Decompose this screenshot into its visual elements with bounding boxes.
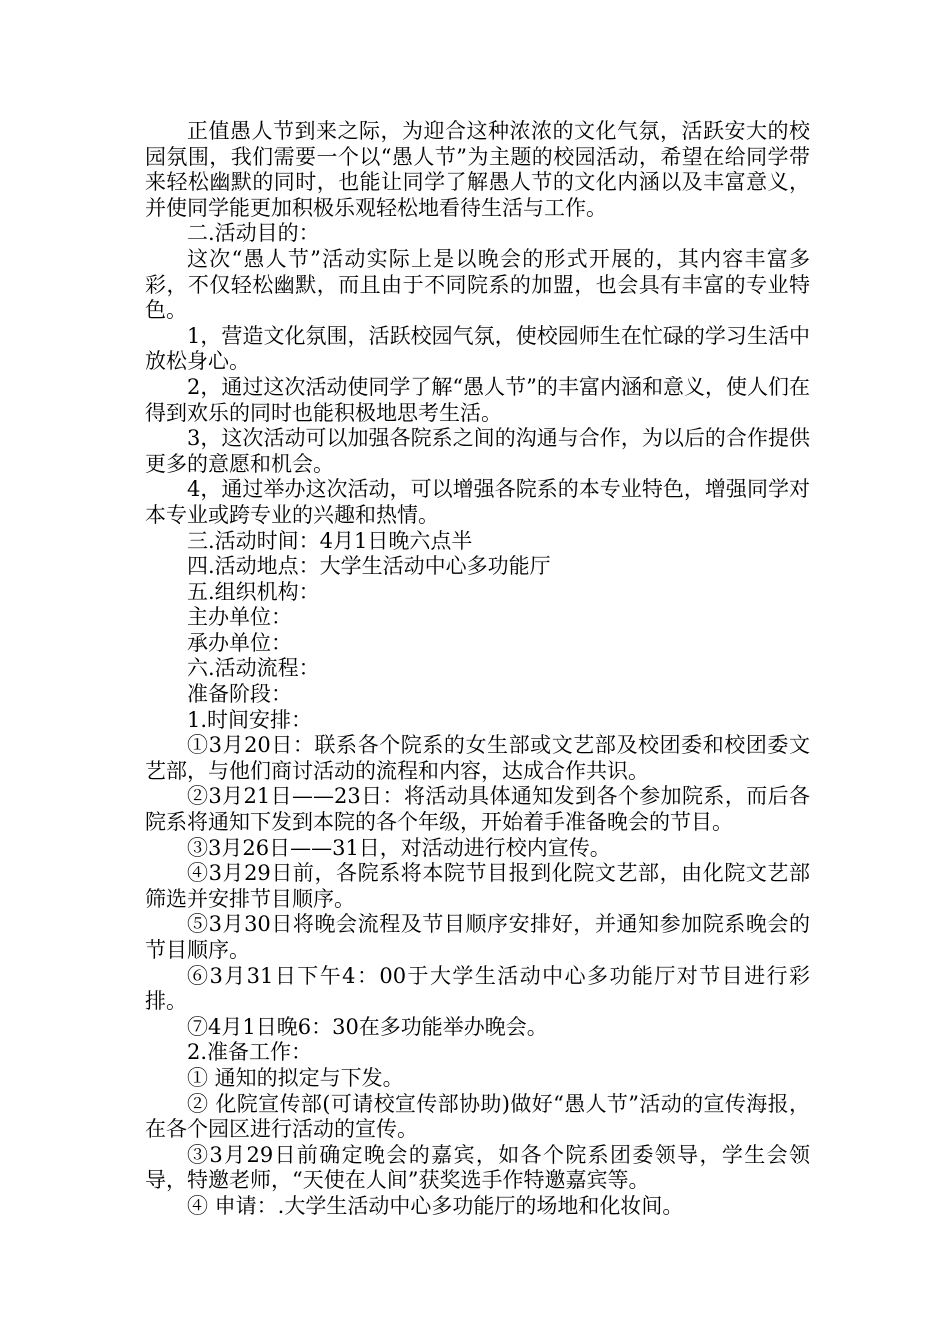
purpose-item-1: 1，营造文化氛围，活跃校园气氛，使校园师生在忙碌的学习生活中放松身心。 [145,323,810,374]
document-body [145,119,810,1220]
schedule-item-7: ⑦4月1日晚6：30在多功能举办晚会。 [187,1014,548,1039]
preparation-item-3: ③3月29日前确定晚会的嘉宾，如各个院系团委领导，学生会领导，特邀老师，“天使在人间”获奖选手作特邀嘉宾等。 [145,1142,810,1193]
heading-process: 六.活动流程： [187,656,320,681]
heading-location: 四.活动地点：大学生活动中心多功能厅 [187,554,551,579]
schedule-item-4: ④3月29日前，各院系将本院节目报到化院文艺部，由化院文艺部筛选并安排节目顺序。 [145,861,810,911]
schedule-item-6: ⑥3月31日下午4：00于大学生活动中心多功能厅对节目进行彩排。 [145,963,810,1014]
purpose-item-3: 3，这次活动可以加强各院系之间的沟通与合作，为以后的合作提供更多的意愿和机会。 [145,426,810,476]
preparation-item-1: ① 通知的拟定与下发。 [187,1065,404,1090]
heading-organization: 五.组织机构： [187,579,320,604]
heading-purpose: 二.活动目的： [187,221,320,246]
purpose-item-2: 2，通过这次活动使同学了解“愚人节”的丰富内涵和意义，使人们在得到欢乐的同时也能积极地思考生活。 [145,374,810,425]
heading-preparation-work: 2.准备工作： [187,1040,313,1065]
paragraph-intro: 正值愚人节到来之际，为迎合这种浓浓的文化气氛，活跃安大的校园氛围，我们需要一个以“愚人节”为主题的校园活动，希望在给同学带来轻松幽默的同时，也能让同学了解愚人节的文化内涵以及丰富意义，并使同学能更加积极乐观轻松地看待生活与工作。 [145,119,810,220]
schedule-item-1: ①3月20日：联系各个院系的女生部或文艺部及校团委和校团委文艺部，与他们商讨活动的流程和内容，达成合作共识。 [145,733,810,783]
preparation-item-4: ④ 申请：.大学生活动中心多功能厅的场地和化妆间。 [187,1193,684,1218]
paragraph-purpose: 这次“愚人节”活动实际上是以晚会的形式开展的，其内容丰富多彩，不仅轻松幽默，而且由于不同院系的加盟，也会具有丰富的专业特色。 [145,246,810,323]
heading-schedule: 1.时间安排： [187,707,313,732]
heading-time: 三.活动时间：4月1日晚六点半 [187,528,473,553]
schedule-item-5: ⑤3月30日将晚会流程及节目顺序安排好，并通知参加院系晚会的节目顺序。 [145,912,810,962]
co-organizer-line: 承办单位： [187,630,292,655]
schedule-item-2: ②3月21日——23日：将活动具体通知发到各个参加院系，而后各院系将通知下发到本院的各个年级，开始着手准备晚会的节目。 [145,784,810,835]
schedule-item-3: ③3月26日——31日，对活动进行校内宣传。 [187,835,611,860]
heading-preparation-stage: 准备阶段： [187,682,292,707]
preparation-item-2: ② 化院宣传部(可请校宣传部协助)做好“愚人节”活动的宣传海报，在各个园区进行活动的宣传。 [145,1091,810,1142]
purpose-item-4: 4，通过举办这次活动，可以增强各院系的本专业特色，增强同学对本专业或跨专业的兴趣和热情。 [145,477,810,527]
organizer-line: 主办单位： [187,605,292,630]
